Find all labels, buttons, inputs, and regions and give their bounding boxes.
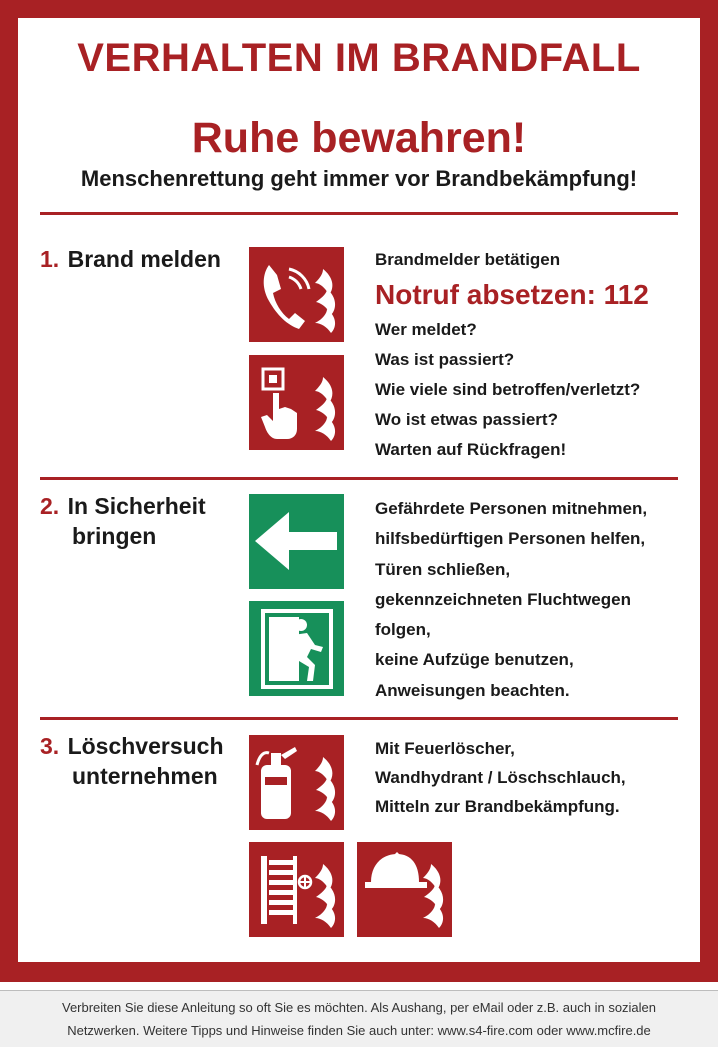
step-3-number: 3. xyxy=(40,733,60,759)
step-2-title-line1: In Sicherheit xyxy=(67,493,206,519)
fire-hose-reel-icon xyxy=(249,842,344,937)
instruction-line: hilfsbedürftigen Personen helfen, xyxy=(375,529,646,549)
step-2-title-line2: bringen xyxy=(72,523,157,549)
fire-telephone-icon xyxy=(249,247,344,342)
step-3-title-line2: unternehmen xyxy=(72,763,218,789)
firefighting-equipment-icon xyxy=(357,842,452,937)
instruction-line: Türen schließen, xyxy=(375,559,511,579)
instruction-line: Anweisungen beachten. xyxy=(375,680,570,700)
instruction-line: Wie viele sind betroffen/verletzt? xyxy=(375,380,641,399)
tagline: Menschenrettung geht immer vor Brandbekämpfung! xyxy=(80,166,638,191)
emergency-exit-icon xyxy=(249,601,344,696)
instruction-line: Was ist passiert? xyxy=(375,350,515,369)
instruction-line: Mitteln zur Brandbekämpfung. xyxy=(375,797,620,816)
instruction-line: Brandmelder betätigen xyxy=(375,250,561,269)
step-3-instructions xyxy=(375,734,626,821)
step-1-title-line1: Brand melden xyxy=(67,246,221,272)
step-2-instructions xyxy=(375,494,647,706)
step-1-number: 1. xyxy=(40,246,60,272)
escape-direction-arrow-icon xyxy=(249,494,344,589)
fire-extinguisher-icon xyxy=(249,735,344,830)
divider xyxy=(40,477,678,480)
step-1-title xyxy=(40,244,221,274)
step-3-title-line1: Löschversuch xyxy=(67,733,224,759)
instruction-line: Mit Feuerlöscher, xyxy=(375,739,515,758)
fire-alarm-call-point-icon xyxy=(249,355,344,450)
page-title: VERHALTEN IM BRANDFALL xyxy=(77,36,641,80)
footer-line-2: Netzwerken. Weitere Tipps und Hinweise finden Sie auch unter: www.s4-fire.com oder www.mcfire.de xyxy=(67,1023,651,1038)
instruction-line: Wo ist etwas passiert? xyxy=(375,410,558,429)
instruction-line: Warten auf Rückfragen! xyxy=(375,440,567,459)
instruction-line: Wer meldet? xyxy=(375,320,477,339)
instruction-line: keine Aufzüge benutzen, xyxy=(375,650,574,670)
divider xyxy=(40,212,678,215)
instruction-line: Gefährdete Personen mitnehmen, xyxy=(375,499,648,518)
subtitle: Ruhe bewahren! xyxy=(191,114,527,162)
instruction-line: folgen, xyxy=(375,620,431,640)
step-1-instructions xyxy=(375,245,649,465)
instruction-line: gekennzeichneten Fluchtwegen xyxy=(375,589,631,609)
instruction-line: Wandhydrant / Löschschlauch, xyxy=(375,768,626,787)
footer xyxy=(0,990,718,1047)
step-2-title xyxy=(40,491,206,551)
step-2-number: 2. xyxy=(40,493,60,519)
footer-line-1: Verbreiten Sie diese Anleitung so oft Sie es möchten. Als Aushang, per eMail oder z.B. auch in sozialen xyxy=(61,1000,657,1015)
emergency-call-line: Notruf absetzen: 112 xyxy=(375,279,649,310)
divider xyxy=(40,717,678,720)
step-3-title xyxy=(40,731,224,791)
